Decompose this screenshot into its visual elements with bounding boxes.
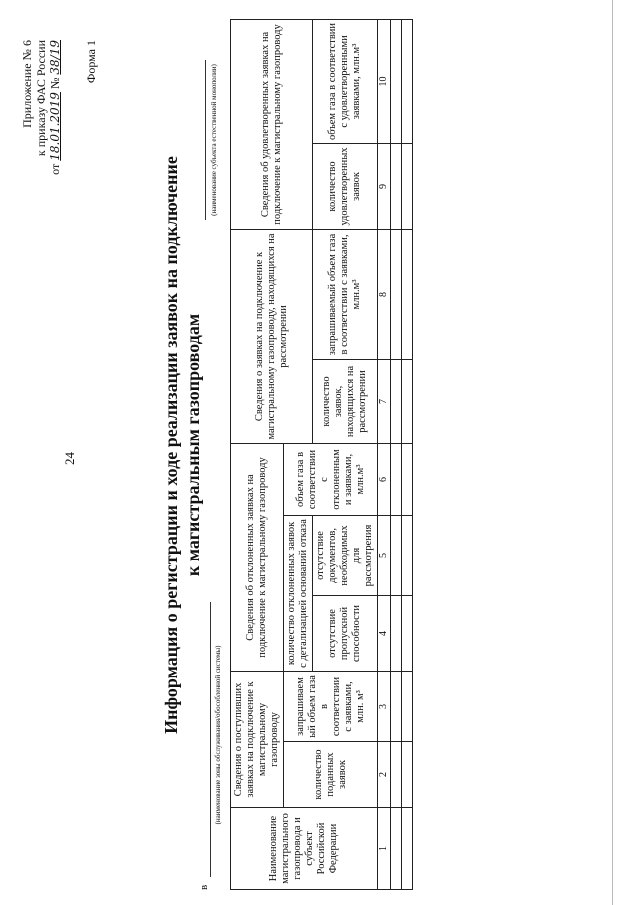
empty-data-row xyxy=(391,19,402,889)
empty-cell xyxy=(402,595,413,671)
column-numbers-row xyxy=(378,19,391,889)
page-edge-line xyxy=(612,0,613,905)
header-satisfied: Сведения об удовлетворенных заявках на подключение к магистральному газопроводу xyxy=(231,19,313,229)
header-name: Наименование магистрального газопровода и субъект Российской Федерации xyxy=(231,808,378,890)
header-row-1 xyxy=(231,19,284,889)
appendix-block xyxy=(20,40,62,175)
header-satisfied-volume: объем газа в соответствии с удовлетворенными заявками, млн.м³ xyxy=(313,19,378,143)
header-received-volume: запрашиваемый объем газа в соответствии с заявками, млн. м³ xyxy=(284,671,378,741)
empty-cell xyxy=(402,443,413,515)
header-no-documents: отсутствие документов, необходимых для рассмотрения xyxy=(313,515,378,595)
form-label: Форма 1 xyxy=(84,40,98,84)
empty-cell xyxy=(391,19,402,143)
header-pending-volume: запрашиваемый объем газа в соответствии с заявками, млн.м³ xyxy=(313,229,378,359)
column-number: 6 xyxy=(378,443,391,515)
appendix-number-sign: № xyxy=(48,77,62,90)
empty-cell xyxy=(402,671,413,741)
empty-cell xyxy=(402,742,413,808)
column-number: 7 xyxy=(378,359,391,443)
header-received: Сведения о поступивших заявках на подключение к магистральному газопроводу xyxy=(231,671,284,807)
handwritten-date: 18.01.2019 xyxy=(48,92,62,161)
empty-cell xyxy=(402,359,413,443)
zone-name-line xyxy=(210,602,211,877)
handwritten-number: 38/19 xyxy=(48,40,62,75)
empty-cell xyxy=(402,229,413,359)
column-number: 4 xyxy=(378,595,391,671)
empty-cell xyxy=(391,359,402,443)
title-line-2: к магистральным газопроводам xyxy=(183,313,203,577)
column-number: 1 xyxy=(378,808,391,890)
header-pending-count: количество заявок, находящихся на рассмотрении xyxy=(313,359,378,443)
title-line-1: Информация о регистрации и ходе реализации заявок на подключение xyxy=(161,156,181,734)
column-number: 9 xyxy=(378,143,391,229)
empty-cell xyxy=(391,443,402,515)
column-number: 10 xyxy=(378,19,391,143)
header-pending: Сведения о заявках на подключение к магистральному газопроводу, находящихся на рассмотрении xyxy=(231,229,313,443)
monopoly-caption: (наименование субъекта естественной монополии) xyxy=(210,64,218,216)
page-number: 24 xyxy=(62,452,77,465)
appendix-line-1: Приложение № 6 xyxy=(20,40,34,128)
column-number: 8 xyxy=(378,229,391,359)
empty-cell xyxy=(391,515,402,595)
header-no-capacity: отсутствие пропускной способности xyxy=(313,595,378,671)
column-number: 5 xyxy=(378,515,391,595)
header-received-count: количество поданных заявок xyxy=(284,742,378,808)
header-rejected-count: количество отклоненных заявок с детализацией оснований отказа xyxy=(284,515,313,671)
header-rejected-volume: объем газа в соответствии с отклоненными заявками, млн.м³ xyxy=(284,443,378,515)
appendix-line-3 xyxy=(48,40,62,175)
empty-cell xyxy=(391,143,402,229)
empty-cell xyxy=(402,808,413,890)
empty-cell xyxy=(402,515,413,595)
document-title xyxy=(160,135,204,755)
empty-cell xyxy=(402,143,413,229)
empty-cell xyxy=(402,19,413,143)
appendix-date-prefix: от xyxy=(48,163,62,175)
empty-cell xyxy=(391,808,402,890)
applications-table xyxy=(230,19,413,890)
in-label: в xyxy=(198,884,210,890)
column-number: 3 xyxy=(378,671,391,741)
zone-caption: (наименование зоны обслуживания/обособленной системы) xyxy=(214,645,222,825)
appendix-line-2: к приказу ФАС России xyxy=(34,40,48,157)
empty-cell xyxy=(391,229,402,359)
header-rejected: Сведения об отклоненных заявках на подключение к магистральному газопроводу xyxy=(231,443,284,671)
empty-data-row xyxy=(402,19,413,889)
empty-cell xyxy=(391,671,402,741)
monopoly-name-line xyxy=(205,60,206,220)
column-number: 2 xyxy=(378,742,391,808)
empty-cell xyxy=(391,742,402,808)
header-satisfied-count: количество удовлетворенных заявок xyxy=(313,143,378,229)
empty-cell xyxy=(391,595,402,671)
